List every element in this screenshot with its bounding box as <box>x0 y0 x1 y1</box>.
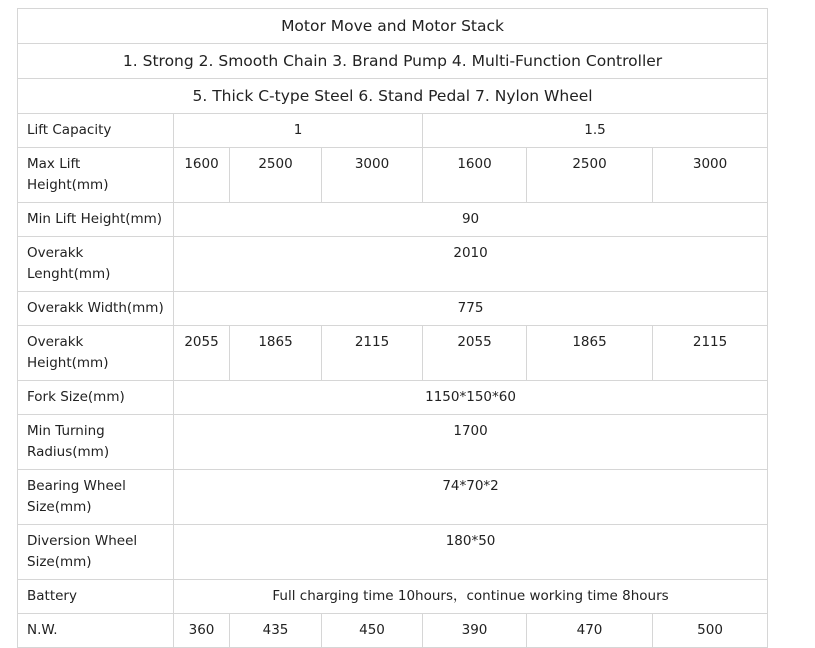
value-net-weight-4: 390 <box>423 614 527 648</box>
row-bearing-wheel-size <box>18 470 768 525</box>
row-min-turning-radius <box>18 415 768 470</box>
label-min-turning-radius: Min Turning Radius(mm) <box>18 415 174 470</box>
features-line-2: 5. Thick C-type Steel 6. Stand Pedal 7. Nylon Wheel <box>18 79 768 114</box>
label-overall-length: Overakk Lenght(mm) <box>18 237 174 292</box>
label-battery: Battery <box>18 580 174 614</box>
value-max-lift-6: 3000 <box>653 148 768 203</box>
value-overall-width: 775 <box>174 292 768 326</box>
value-max-lift-1: 1600 <box>174 148 230 203</box>
label-diversion-wheel-size: Diversion Wheel Size(mm) <box>18 525 174 580</box>
title-row <box>18 9 768 44</box>
row-diversion-wheel-size <box>18 525 768 580</box>
value-max-lift-4: 1600 <box>423 148 527 203</box>
value-overall-height-1: 2055 <box>174 326 230 381</box>
value-net-weight-5: 470 <box>527 614 653 648</box>
value-min-lift-height: 90 <box>174 203 768 237</box>
label-net-weight: N.W. <box>18 614 174 648</box>
features-row-1 <box>18 44 768 79</box>
value-overall-height-5: 1865 <box>527 326 653 381</box>
row-overall-width <box>18 292 768 326</box>
value-overall-length: 2010 <box>174 237 768 292</box>
row-battery <box>18 580 768 614</box>
label-fork-size: Fork Size(mm) <box>18 381 174 415</box>
row-fork-size <box>18 381 768 415</box>
value-diversion-wheel-size: 180*50 <box>174 525 768 580</box>
label-lift-capacity: Lift Capacity <box>18 114 174 148</box>
value-net-weight-2: 435 <box>230 614 322 648</box>
features-row-2 <box>18 79 768 114</box>
row-lift-capacity <box>18 114 768 148</box>
value-capacity-1: 1 <box>174 114 423 148</box>
value-min-turning-radius: 1700 <box>174 415 768 470</box>
spec-table <box>17 8 768 648</box>
row-max-lift-height <box>18 148 768 203</box>
value-max-lift-2: 2500 <box>230 148 322 203</box>
row-net-weight <box>18 614 768 648</box>
label-min-lift-height: Min Lift Height(mm) <box>18 203 174 237</box>
value-bearing-wheel-size: 74*70*2 <box>174 470 768 525</box>
table-title: Motor Move and Motor Stack <box>18 9 768 44</box>
row-overall-height <box>18 326 768 381</box>
label-bearing-wheel-size: Bearing Wheel Size(mm) <box>18 470 174 525</box>
value-overall-height-6: 2115 <box>653 326 768 381</box>
value-overall-height-2: 1865 <box>230 326 322 381</box>
value-battery: Full charging time 10hours，continue working time 8hours <box>174 580 768 614</box>
value-net-weight-1: 360 <box>174 614 230 648</box>
label-overall-width: Overakk Width(mm) <box>18 292 174 326</box>
row-min-lift-height <box>18 203 768 237</box>
label-overall-height: Overakk Height(mm) <box>18 326 174 381</box>
value-net-weight-3: 450 <box>322 614 423 648</box>
value-net-weight-6: 500 <box>653 614 768 648</box>
value-max-lift-3: 3000 <box>322 148 423 203</box>
value-overall-height-3: 2115 <box>322 326 423 381</box>
value-overall-height-4: 2055 <box>423 326 527 381</box>
row-overall-length <box>18 237 768 292</box>
features-line-1: 1. Strong 2. Smooth Chain 3. Brand Pump 4. Multi-Function Controller <box>18 44 768 79</box>
value-fork-size: 1150*150*60 <box>174 381 768 415</box>
label-max-lift-height: Max Lift Height(mm) <box>18 148 174 203</box>
value-capacity-2: 1.5 <box>423 114 768 148</box>
value-max-lift-5: 2500 <box>527 148 653 203</box>
